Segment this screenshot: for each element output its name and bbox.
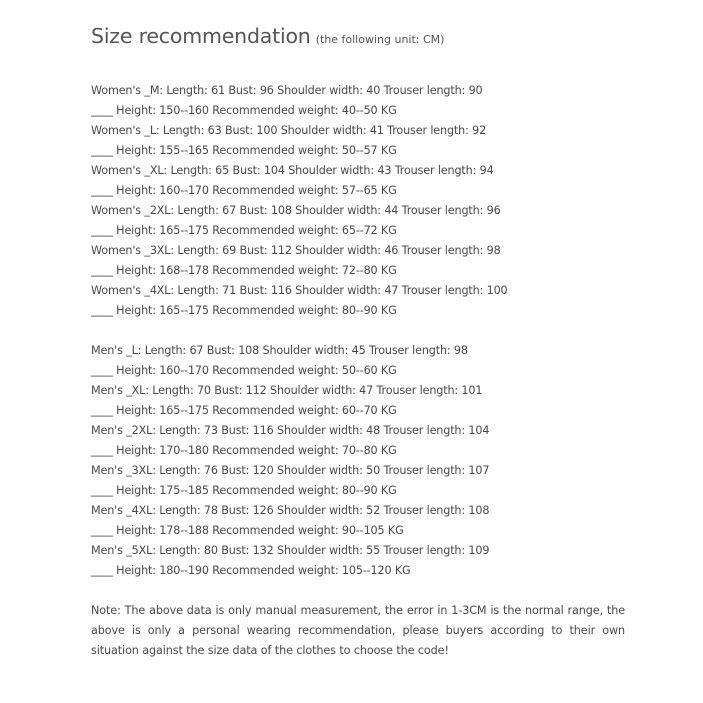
womens-size-line: Women's _XL: Length: 65 Bust: 104 Shoulder width: 43 Trouser length: 94 xyxy=(91,164,494,177)
womens-recommendation-line: ____ Height: 160--170 Recommended weight: 57--65 KG xyxy=(91,184,397,197)
womens-size-line: Women's _2XL: Length: 67 Bust: 108 Shoulder width: 44 Trouser length: 96 xyxy=(91,204,501,217)
womens-size-line: Women's _M: Length: 61 Bust: 96 Shoulder width: 40 Trouser length: 90 xyxy=(91,84,483,97)
mens-recommendation-line: ____ Height: 170--180 Recommended weight: 70--80 KG xyxy=(91,444,397,457)
womens-size-section xyxy=(91,81,625,321)
mens-recommendation-line: ____ Height: 180--190 Recommended weight: 105--120 KG xyxy=(91,564,411,577)
womens-recommendation-line: ____ Height: 155--165 Recommended weight: 50--57 KG xyxy=(91,144,397,157)
mens-recommendation-line: ____ Height: 160--170 Recommended weight: 50--60 KG xyxy=(91,364,397,377)
measurement-note: Note: The above data is only manual measurement, the error in 1-3CM is the normal range, the above is only a personal wearing recommendation, please buyers according to their own situation against the size data of the clothes to choose the code! xyxy=(91,604,625,657)
womens-recommendation-line: ____ Height: 150--160 Recommended weight: 40--50 KG xyxy=(91,104,397,117)
mens-size-line: Men's _2XL: Length: 73 Bust: 116 Shoulder width: 48 Trouser length: 104 xyxy=(91,424,490,437)
womens-recommendation-line: ____ Height: 168--178 Recommended weight: 72--80 KG xyxy=(91,264,397,277)
womens-size-line: Women's _4XL: Length: 71 Bust: 116 Shoulder width: 47 Trouser length: 100 xyxy=(91,284,508,297)
womens-recommendation-line: ____ Height: 165--175 Recommended weight: 80--90 KG xyxy=(91,304,397,317)
size-chart-document xyxy=(91,24,625,661)
mens-size-line: Men's _XL: Length: 70 Bust: 112 Shoulder width: 47 Trouser length: 101 xyxy=(91,384,483,397)
page-title xyxy=(91,24,625,56)
mens-size-line: Men's _4XL: Length: 78 Bust: 126 Shoulder width: 52 Trouser length: 108 xyxy=(91,504,490,517)
mens-recommendation-line: ____ Height: 165--175 Recommended weight: 60--70 KG xyxy=(91,404,397,417)
mens-recommendation-line: ____ Height: 175--185 Recommended weight: 80--90 KG xyxy=(91,484,397,497)
title-main: Size recommendation xyxy=(91,24,311,48)
womens-recommendation-line: ____ Height: 165--175 Recommended weight: 65--72 KG xyxy=(91,224,397,237)
mens-size-line: Men's _5XL: Length: 80 Bust: 132 Shoulder width: 55 Trouser length: 109 xyxy=(91,544,490,557)
mens-size-line: Men's _3XL: Length: 76 Bust: 120 Shoulder width: 50 Trouser length: 107 xyxy=(91,464,490,477)
mens-size-section xyxy=(91,341,625,581)
womens-size-line: Women's _L: Length: 63 Bust: 100 Shoulder width: 41 Trouser length: 92 xyxy=(91,124,487,137)
womens-size-line: Women's _3XL: Length: 69 Bust: 112 Shoulder width: 46 Trouser length: 98 xyxy=(91,244,501,257)
mens-size-line: Men's _L: Length: 67 Bust: 108 Shoulder width: 45 Trouser length: 98 xyxy=(91,344,468,357)
title-unit-note: (the following unit: CM) xyxy=(315,33,445,46)
mens-recommendation-line: ____ Height: 178--188 Recommended weight: 90--105 KG xyxy=(91,524,404,537)
